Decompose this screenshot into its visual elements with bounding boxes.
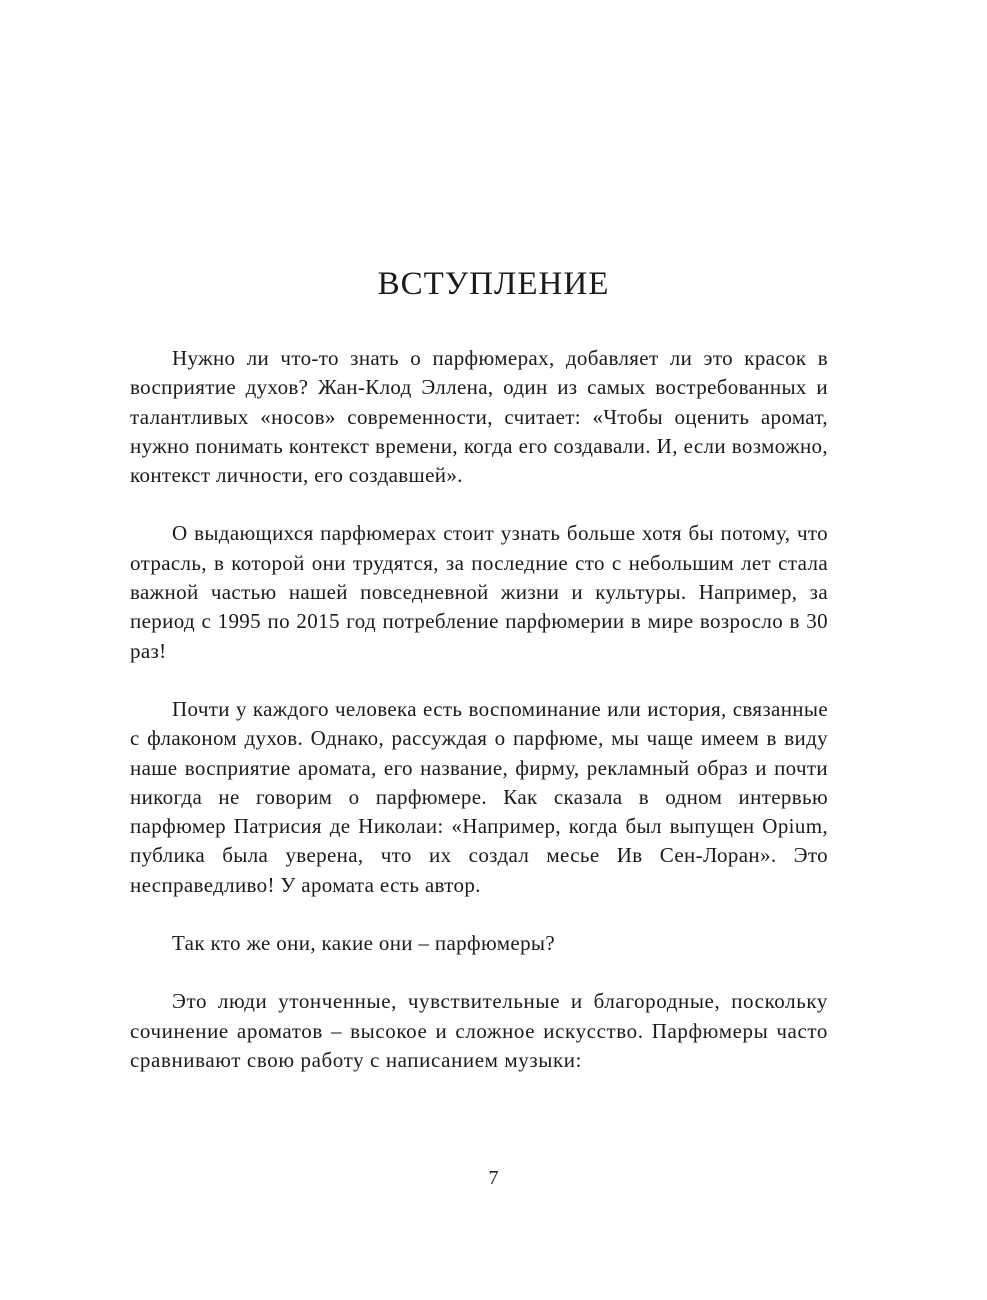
paragraph-5: Это люди утонченные, чувствительные и благородные, поскольку сочинение ароматов – высокое и сложное искусство. Парфюмеры часто сравнивают свою работу с написанием музыки: [130, 989, 828, 1072]
paragraph-1: Нужно ли что-то знать о парфюмерах, добавляет ли это красок в восприятие духов? Жан-Клод Эллена, один из самых востребованных и талантливых «носов» современности, считает: «Чтобы оценить аромат, нужно понимать контекст времени, когда его создавали. И, если возможно, контекст личности, его создавшей». [130, 346, 828, 488]
paragraph-4: Так кто же они, какие они – парфюмеры? [172, 931, 556, 956]
chapter-title: ВСТУПЛЕНИЕ [377, 266, 610, 302]
paragraph-3: Почти у каждого человека есть воспоминание или история, связанные с флаконом духов. Однако, рассуждая о парфюме, мы чаще имеем в виду наше восприятие аромата, его название, фирму, рекламный образ и почти никогда не говорим о парфюмере. Как сказала в одном интервью парфюмер Патрисия де Николаи: «Например, когда был выпущен Opium, публика была уверена, что их создал месье Ив Сен-Лоран». Это несправедливо! У аромата есть автор. [130, 696, 828, 897]
page-number: 7 [488, 1167, 499, 1189]
body-text [130, 344, 828, 1104]
paragraph-2: О выдающихся парфюмерах стоит узнать больше хотя бы потому, что отрасль, в которой они трудятся, за последние сто с небольшим лет стала важной частью нашей повседневной жизни и культуры. Например, за период с 1995 по 2015 год потребление парфюмерии в мире возросло в 30 раз! [130, 521, 828, 663]
